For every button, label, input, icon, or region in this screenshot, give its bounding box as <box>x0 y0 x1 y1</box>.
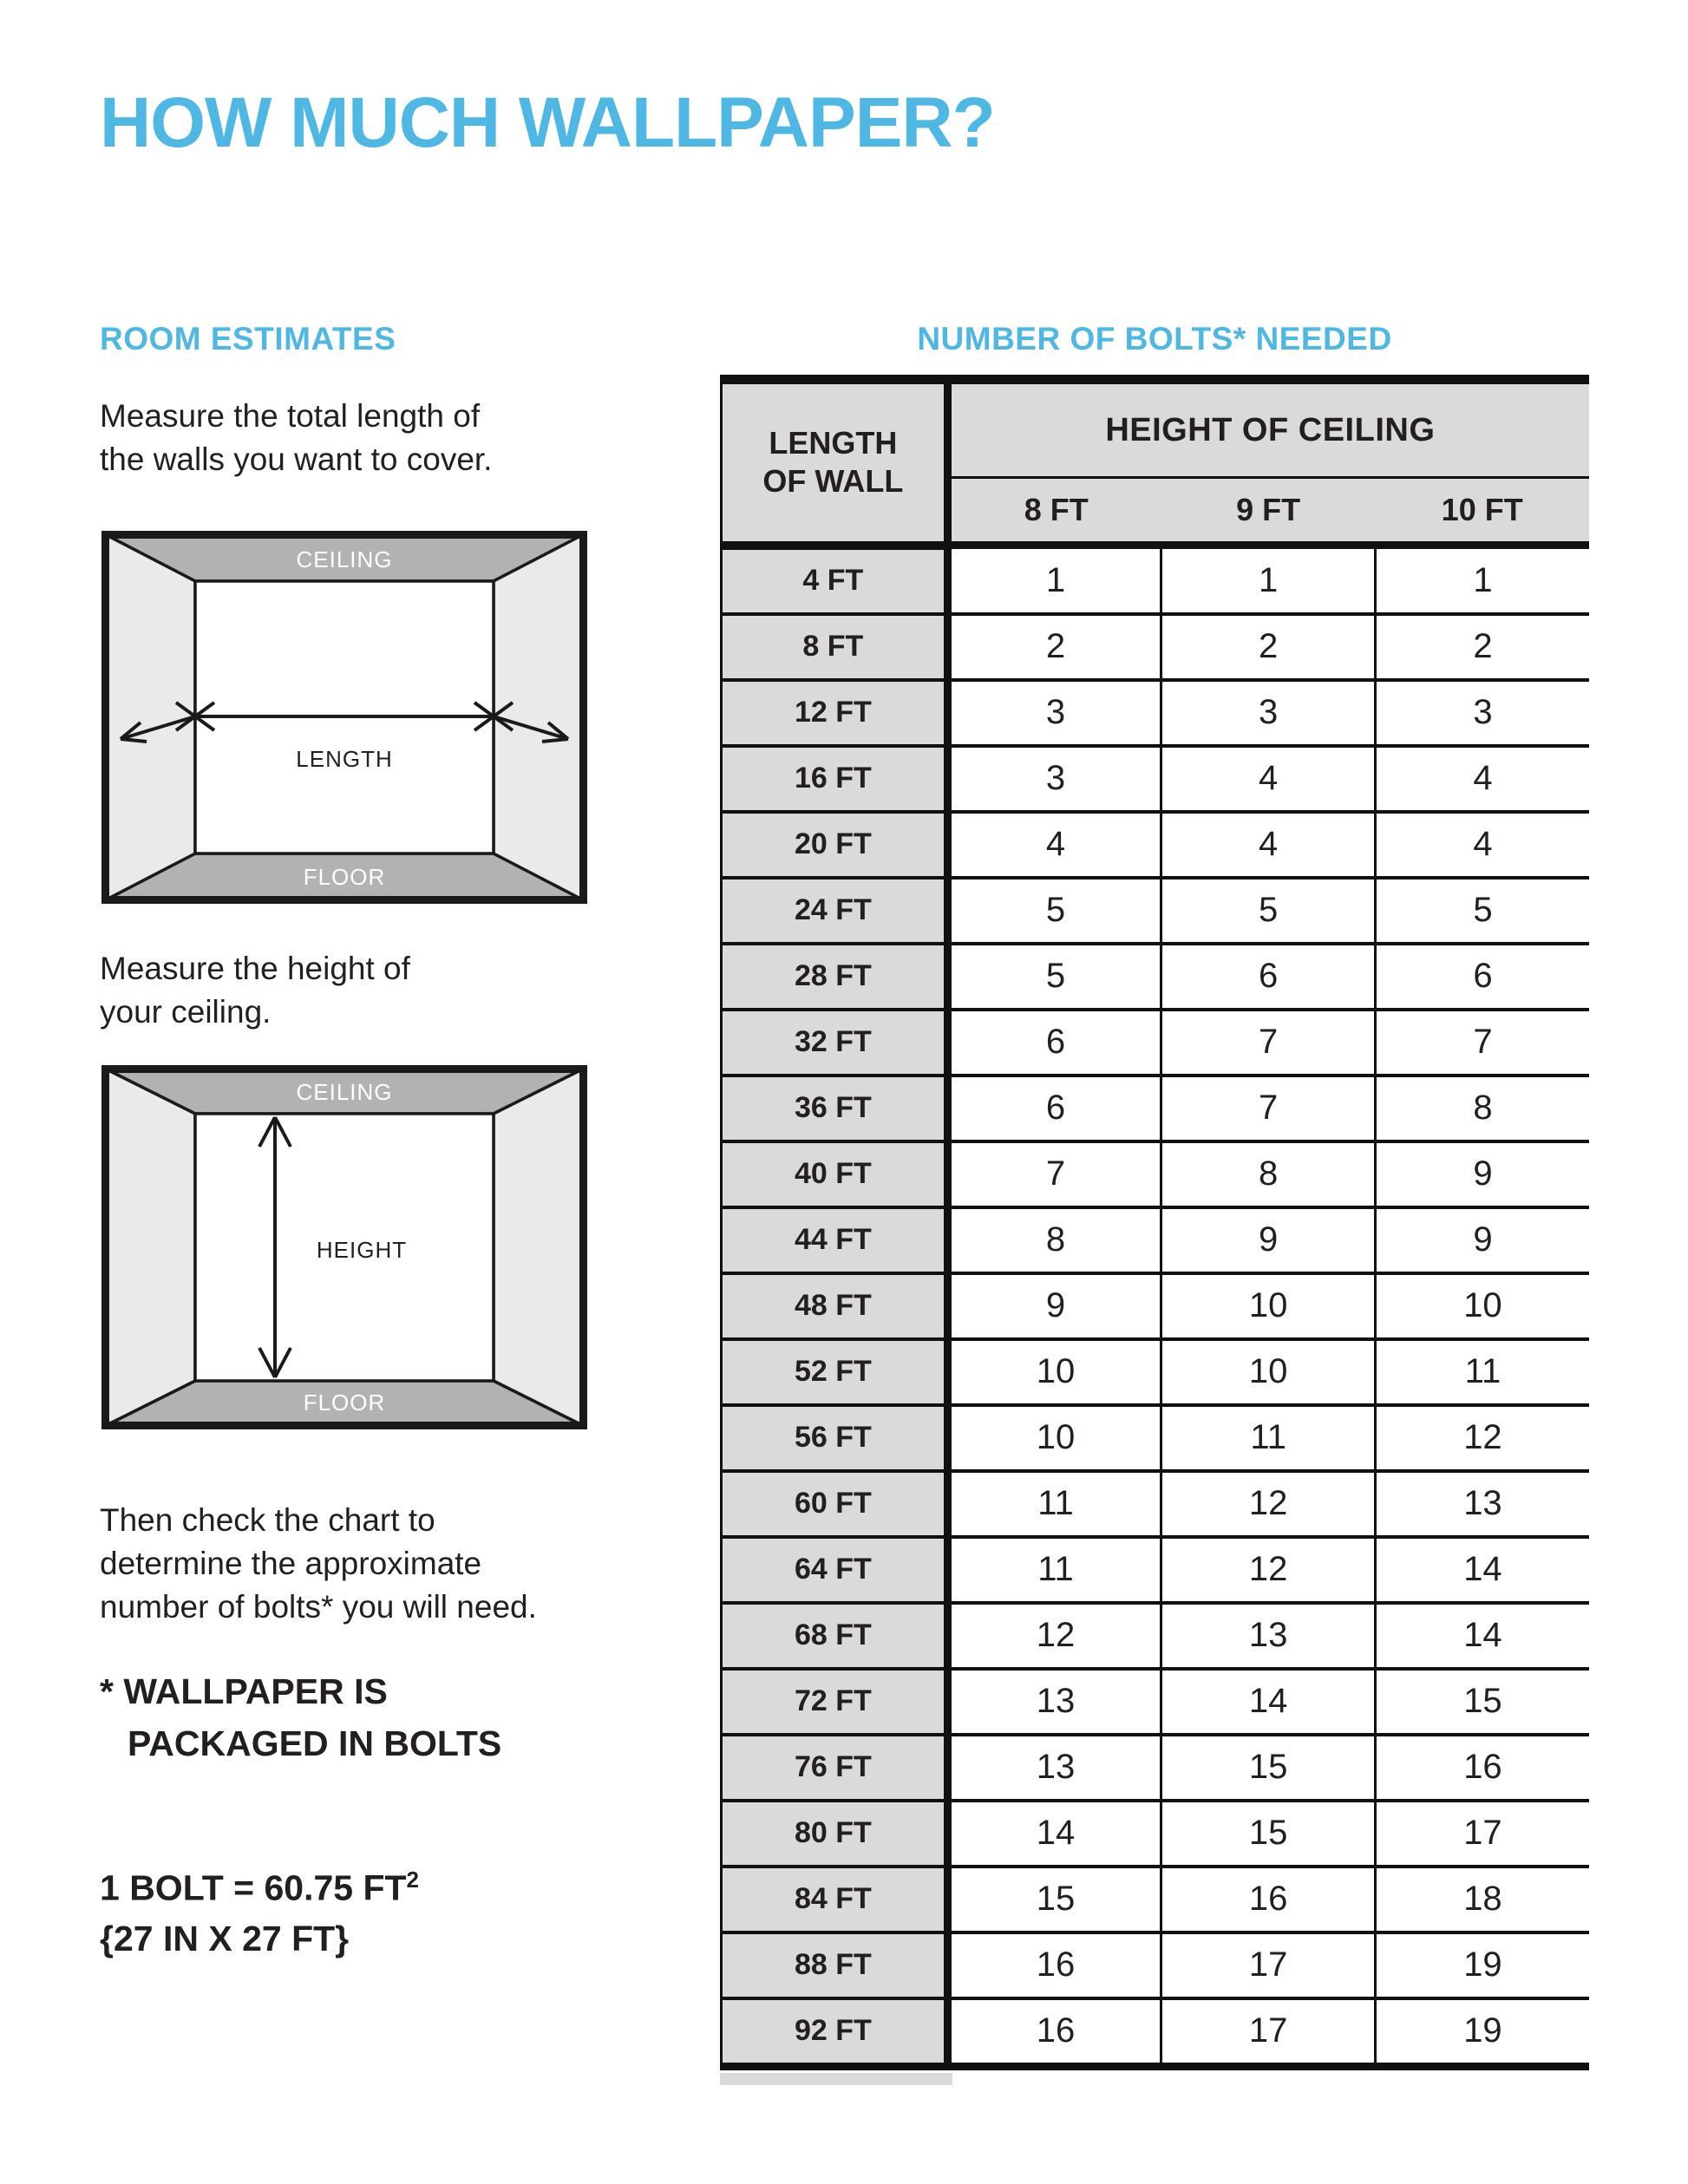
right-wall-surface <box>494 534 584 900</box>
table-row <box>722 1537 1590 1603</box>
length-of-wall-header <box>722 380 948 546</box>
column-header-8ft: 8 FT <box>947 478 1161 546</box>
table-row <box>722 1471 1590 1537</box>
bolt-count-cell: 11 <box>947 1471 1161 1537</box>
bolt-size-text: 1 BOLT = 60.75 FT <box>100 1867 407 1908</box>
table-row <box>722 614 1590 680</box>
bolt-count-cell: 7 <box>947 1141 1161 1207</box>
bolt-count-cell: 4 <box>1375 812 1589 878</box>
bolt-count-cell: 13 <box>1161 1603 1376 1669</box>
bolt-count-cell: 1 <box>1161 546 1376 614</box>
wallpaper-bolts-footnote <box>100 1665 501 1769</box>
table-row <box>722 1010 1590 1076</box>
row-label: 40 FT <box>722 1141 948 1207</box>
table-row <box>722 1735 1590 1801</box>
header-line: LENGTH <box>769 425 898 461</box>
left-wall-surface <box>105 534 195 900</box>
bolts-table <box>720 375 1589 2070</box>
bolt-count-cell: 12 <box>1375 1405 1589 1471</box>
bolt-count-cell: 13 <box>1375 1471 1589 1537</box>
row-label: 52 FT <box>722 1339 948 1405</box>
bolt-count-cell: 17 <box>1161 1998 1376 2067</box>
instruction-line: number of bolts* you will need. <box>100 1589 537 1625</box>
bolt-count-cell: 17 <box>1375 1801 1589 1867</box>
bolt-count-cell: 8 <box>947 1207 1161 1273</box>
bolt-count-cell: 1 <box>947 546 1161 614</box>
instruction-line: the walls you want to cover. <box>100 441 493 477</box>
table-row <box>722 746 1590 812</box>
bolt-count-cell: 5 <box>1375 878 1589 944</box>
table-row <box>722 812 1590 878</box>
bolt-count-cell: 2 <box>1375 614 1589 680</box>
bolt-count-cell: 15 <box>1375 1669 1589 1735</box>
room-length-diagram <box>101 531 587 904</box>
instruction-measure-height <box>100 947 410 1034</box>
bolt-count-cell: 10 <box>947 1405 1161 1471</box>
instruction-line: your ceiling. <box>100 994 272 1030</box>
table-gray-stub <box>720 2073 952 2085</box>
bolt-count-cell: 9 <box>947 1273 1161 1339</box>
bolt-count-cell: 5 <box>947 944 1161 1010</box>
instruction-line: Measure the total length of <box>100 398 481 434</box>
bolt-count-cell: 6 <box>947 1010 1161 1076</box>
bolt-count-cell: 11 <box>947 1537 1161 1603</box>
row-label: 60 FT <box>722 1471 948 1537</box>
bolt-count-cell: 7 <box>1161 1076 1376 1141</box>
table-row <box>722 1801 1590 1867</box>
bolt-count-cell: 6 <box>1375 944 1589 1010</box>
instruction-line: Measure the height of <box>100 951 410 986</box>
bolt-count-cell: 4 <box>947 812 1161 878</box>
table-row <box>722 1932 1590 1998</box>
bolt-count-cell: 12 <box>947 1603 1161 1669</box>
row-label: 16 FT <box>722 746 948 812</box>
bolt-count-cell: 9 <box>1161 1207 1376 1273</box>
bolt-count-cell: 19 <box>1375 1998 1589 2067</box>
bolt-count-cell: 4 <box>1375 746 1589 812</box>
row-label: 36 FT <box>722 1076 948 1141</box>
bolt-dimensions-line: {27 IN X 27 FT} <box>100 1918 350 1958</box>
header-line: OF WALL <box>762 463 904 500</box>
table-row <box>722 1669 1590 1735</box>
bolt-count-cell: 10 <box>1161 1339 1376 1405</box>
row-label: 4 FT <box>722 546 948 614</box>
ceiling-label: CEILING <box>296 1079 393 1105</box>
row-label: 72 FT <box>722 1669 948 1735</box>
row-label: 48 FT <box>722 1273 948 1339</box>
row-label: 80 FT <box>722 1801 948 1867</box>
bolt-count-cell: 13 <box>947 1669 1161 1735</box>
bolt-count-cell: 14 <box>1375 1603 1589 1669</box>
bolt-count-cell: 6 <box>1161 944 1376 1010</box>
bolt-count-cell: 16 <box>947 1998 1161 2067</box>
bolt-count-cell: 14 <box>1375 1537 1589 1603</box>
table-row <box>722 1076 1590 1141</box>
bolt-count-cell: 5 <box>947 878 1161 944</box>
bolt-count-cell: 2 <box>1161 614 1376 680</box>
row-label: 92 FT <box>722 1998 948 2067</box>
row-label: 32 FT <box>722 1010 948 1076</box>
bolt-count-cell: 9 <box>1375 1207 1589 1273</box>
row-label: 76 FT <box>722 1735 948 1801</box>
room-estimates-heading: ROOM ESTIMATES <box>100 321 396 356</box>
footnote-line: * WALLPAPER IS <box>100 1671 388 1711</box>
bolt-count-cell: 3 <box>947 746 1161 812</box>
column-header-10ft: 10 FT <box>1375 478 1589 546</box>
table-row <box>722 1339 1590 1405</box>
bolt-count-cell: 18 <box>1375 1867 1589 1932</box>
table-row <box>722 680 1590 746</box>
bolt-count-cell: 17 <box>1161 1932 1376 1998</box>
bolt-count-cell: 12 <box>1161 1471 1376 1537</box>
bolt-count-cell: 7 <box>1161 1010 1376 1076</box>
bolt-count-cell: 6 <box>947 1076 1161 1141</box>
floor-label: FLOOR <box>303 864 386 890</box>
bolt-count-cell: 15 <box>947 1867 1161 1932</box>
bolt-count-cell: 8 <box>1161 1141 1376 1207</box>
bolt-count-cell: 16 <box>947 1932 1161 1998</box>
row-label: 56 FT <box>722 1405 948 1471</box>
table-row <box>722 1867 1590 1932</box>
bolt-count-cell: 14 <box>1161 1669 1376 1735</box>
bolt-count-cell: 7 <box>1375 1010 1589 1076</box>
row-label: 84 FT <box>722 1867 948 1932</box>
row-label: 8 FT <box>722 614 948 680</box>
bolt-count-cell: 11 <box>1375 1339 1589 1405</box>
bolt-count-cell: 12 <box>1161 1537 1376 1603</box>
bolt-count-cell: 4 <box>1161 746 1376 812</box>
bolt-count-cell: 9 <box>1375 1141 1589 1207</box>
row-label: 28 FT <box>722 944 948 1010</box>
column-header-9ft: 9 FT <box>1161 478 1376 546</box>
bolt-count-cell: 3 <box>947 680 1161 746</box>
bolt-count-cell: 10 <box>1161 1273 1376 1339</box>
floor-label: FLOOR <box>303 1390 386 1416</box>
table-row <box>722 944 1590 1010</box>
table-row <box>722 1603 1590 1669</box>
table-row <box>722 1405 1590 1471</box>
instruction-line: determine the approximate <box>100 1546 482 1581</box>
row-label: 64 FT <box>722 1537 948 1603</box>
table-row <box>722 1273 1590 1339</box>
bolt-count-cell: 16 <box>1375 1735 1589 1801</box>
length-label: LENGTH <box>296 746 393 772</box>
bolt-count-cell: 10 <box>947 1339 1161 1405</box>
row-label: 68 FT <box>722 1603 948 1669</box>
table-row <box>722 1207 1590 1273</box>
row-label: 12 FT <box>722 680 948 746</box>
table-row <box>722 878 1590 944</box>
bolt-size-exponent: 2 <box>406 1867 420 1893</box>
height-of-ceiling-header: HEIGHT OF CEILING <box>947 380 1589 478</box>
bolt-count-cell: 2 <box>947 614 1161 680</box>
row-label: 20 FT <box>722 812 948 878</box>
table-row <box>722 546 1590 614</box>
bolt-count-cell: 5 <box>1161 878 1376 944</box>
footnote-line: PACKAGED IN BOLTS <box>128 1723 502 1763</box>
bolt-definition <box>100 1854 419 1964</box>
bolt-count-cell: 4 <box>1161 812 1376 878</box>
bolt-count-cell: 16 <box>1161 1867 1376 1932</box>
bolt-count-cell: 15 <box>1161 1801 1376 1867</box>
instruction-check-chart <box>100 1499 537 1629</box>
row-label: 24 FT <box>722 878 948 944</box>
instruction-measure-length <box>100 395 492 481</box>
bolt-count-cell: 15 <box>1161 1735 1376 1801</box>
row-label: 88 FT <box>722 1932 948 1998</box>
ceiling-label: CEILING <box>296 546 393 572</box>
table-row <box>722 1998 1590 2067</box>
bolt-count-cell: 11 <box>1161 1405 1376 1471</box>
row-label: 44 FT <box>722 1207 948 1273</box>
bolt-count-cell: 13 <box>947 1735 1161 1801</box>
bolt-count-cell: 3 <box>1375 680 1589 746</box>
bolt-count-cell: 14 <box>947 1801 1161 1867</box>
height-label: HEIGHT <box>316 1237 408 1263</box>
bolt-count-cell: 19 <box>1375 1932 1589 1998</box>
table-row <box>722 1141 1590 1207</box>
bolt-count-cell: 10 <box>1375 1273 1589 1339</box>
bolt-count-cell: 3 <box>1161 680 1376 746</box>
right-wall-surface <box>494 1069 584 1426</box>
room-height-diagram <box>101 1065 587 1429</box>
instruction-line: Then check the chart to <box>100 1502 435 1538</box>
table-header-row <box>722 380 1590 478</box>
bolt-count-cell: 1 <box>1375 546 1589 614</box>
bolt-count-cell: 8 <box>1375 1076 1589 1141</box>
bolts-needed-heading: NUMBER OF BOLTS* NEEDED <box>917 321 1392 356</box>
bolt-size-line <box>100 1854 419 1913</box>
page-title: HOW MUCH WALLPAPER? <box>100 83 995 162</box>
left-wall-surface <box>105 1069 195 1426</box>
